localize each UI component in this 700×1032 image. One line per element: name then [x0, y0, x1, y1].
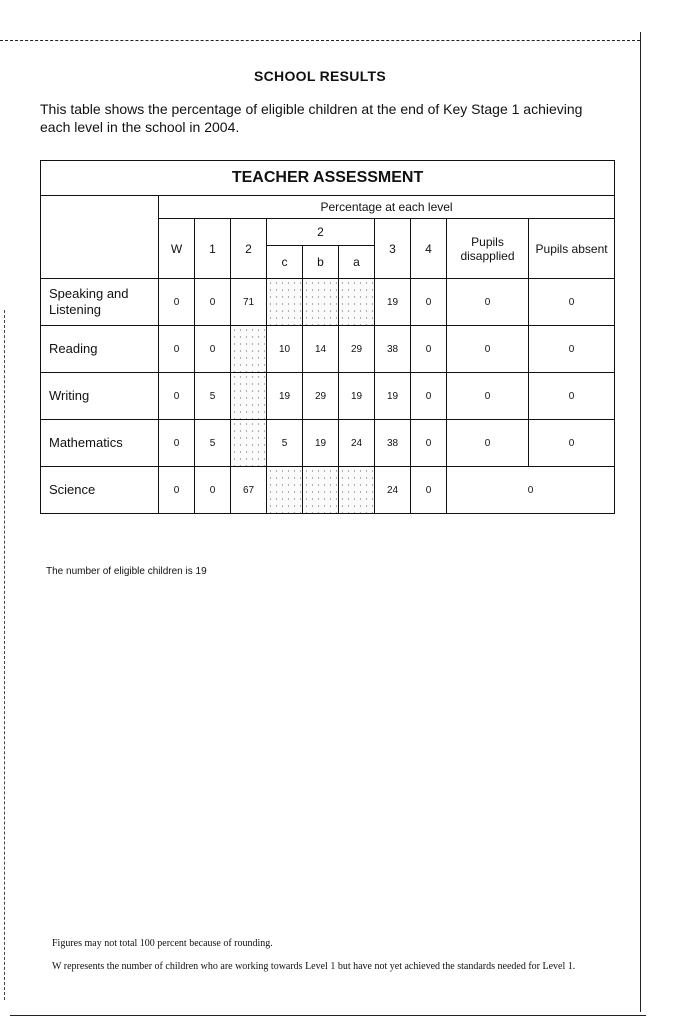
header-level-3: 3 — [375, 219, 411, 279]
value-level-2 — [231, 420, 267, 467]
value-absent: 0 — [529, 326, 615, 373]
value-w: 0 — [159, 373, 195, 420]
value-w: 0 — [159, 279, 195, 326]
value-absent: 0 — [529, 373, 615, 420]
value-w: 0 — [159, 326, 195, 373]
value-level-2b: 19 — [303, 420, 339, 467]
header-pupils-disapplied: Pupils disapplied — [447, 219, 529, 279]
value-level-2c: 5 — [267, 420, 303, 467]
teacher-assessment-table — [40, 160, 615, 514]
value-absent: 0 — [529, 420, 615, 467]
subject-cell: Speaking and Listening — [41, 279, 159, 326]
eligible-children-note: The number of eligible children is 19 — [46, 566, 207, 577]
value-level-4: 0 — [411, 420, 447, 467]
value-level-2c — [267, 467, 303, 514]
value-level-2b — [303, 279, 339, 326]
header-level-2c: c — [267, 246, 303, 279]
value-disapplied: 0 — [447, 279, 529, 326]
header-level-2b: b — [303, 246, 339, 279]
page-border-left — [4, 310, 5, 1000]
footnote-rounding: Figures may not total 100 percent because of rounding. — [52, 938, 273, 949]
value-level-2: 71 — [231, 279, 267, 326]
value-level-2c: 19 — [267, 373, 303, 420]
value-level-2a — [339, 467, 375, 514]
value-level-2a: 29 — [339, 326, 375, 373]
table-row — [41, 326, 615, 373]
value-level-2c: 10 — [267, 326, 303, 373]
value-level-1: 0 — [195, 467, 231, 514]
subject-cell: Mathematics — [41, 420, 159, 467]
value-level-2c — [267, 279, 303, 326]
header-level-w: W — [159, 219, 195, 279]
value-level-2b: 29 — [303, 373, 339, 420]
page-border-top — [0, 40, 640, 41]
value-level-3: 19 — [375, 373, 411, 420]
value-level-2a — [339, 279, 375, 326]
page-border-bottom — [10, 1015, 646, 1016]
page-border-right — [640, 32, 641, 1012]
header-level-4: 4 — [411, 219, 447, 279]
header-level-2: 2 — [231, 219, 267, 279]
value-level-1: 5 — [195, 373, 231, 420]
value-disapplied: 0 — [447, 420, 529, 467]
value-level-2 — [231, 326, 267, 373]
value-level-2: 67 — [231, 467, 267, 514]
value-level-3: 19 — [375, 279, 411, 326]
value-level-2 — [231, 373, 267, 420]
value-level-2a: 24 — [339, 420, 375, 467]
table-row — [41, 420, 615, 467]
value-level-1: 5 — [195, 420, 231, 467]
percentage-subheading: Percentage at each level — [159, 196, 615, 219]
intro-text: This table shows the percentage of eligible children at the end of Key Stage 1 achieving each level in the school in 2004. — [40, 101, 583, 135]
table-row — [41, 373, 615, 420]
value-level-3: 38 — [375, 420, 411, 467]
footnote-w-definition: W represents the number of children who are working towards Level 1 but have not yet achieved the standards needed for Level 1. — [52, 961, 576, 972]
subject-header-blank — [41, 196, 159, 279]
value-disapplied: 0 — [447, 326, 529, 373]
page-title: SCHOOL RESULTS — [253, 68, 387, 84]
value-w: 0 — [159, 420, 195, 467]
table-row — [41, 467, 615, 514]
subject-cell: Reading — [41, 326, 159, 373]
value-level-2a: 19 — [339, 373, 375, 420]
header-level-1: 1 — [195, 219, 231, 279]
value-level-1: 0 — [195, 326, 231, 373]
table-heading: TEACHER ASSESSMENT — [41, 161, 615, 196]
value-w: 0 — [159, 467, 195, 514]
value-level-3: 24 — [375, 467, 411, 514]
value-level-4: 0 — [411, 467, 447, 514]
value-level-3: 38 — [375, 326, 411, 373]
header-level-2a: a — [339, 246, 375, 279]
value-level-2b — [303, 467, 339, 514]
table-row — [41, 279, 615, 326]
value-level-4: 0 — [411, 326, 447, 373]
value-level-1: 0 — [195, 279, 231, 326]
value-level-4: 0 — [411, 373, 447, 420]
value-disapplied: 0 — [447, 373, 529, 420]
subject-cell: Writing — [41, 373, 159, 420]
value-level-4: 0 — [411, 279, 447, 326]
header-level-2-split: 2 — [267, 219, 375, 246]
subject-cell: Science — [41, 467, 159, 514]
value-disapplied-absent-combined: 0 — [447, 467, 615, 514]
value-absent: 0 — [529, 279, 615, 326]
header-pupils-absent: Pupils absent — [529, 219, 615, 279]
value-level-2b: 14 — [303, 326, 339, 373]
